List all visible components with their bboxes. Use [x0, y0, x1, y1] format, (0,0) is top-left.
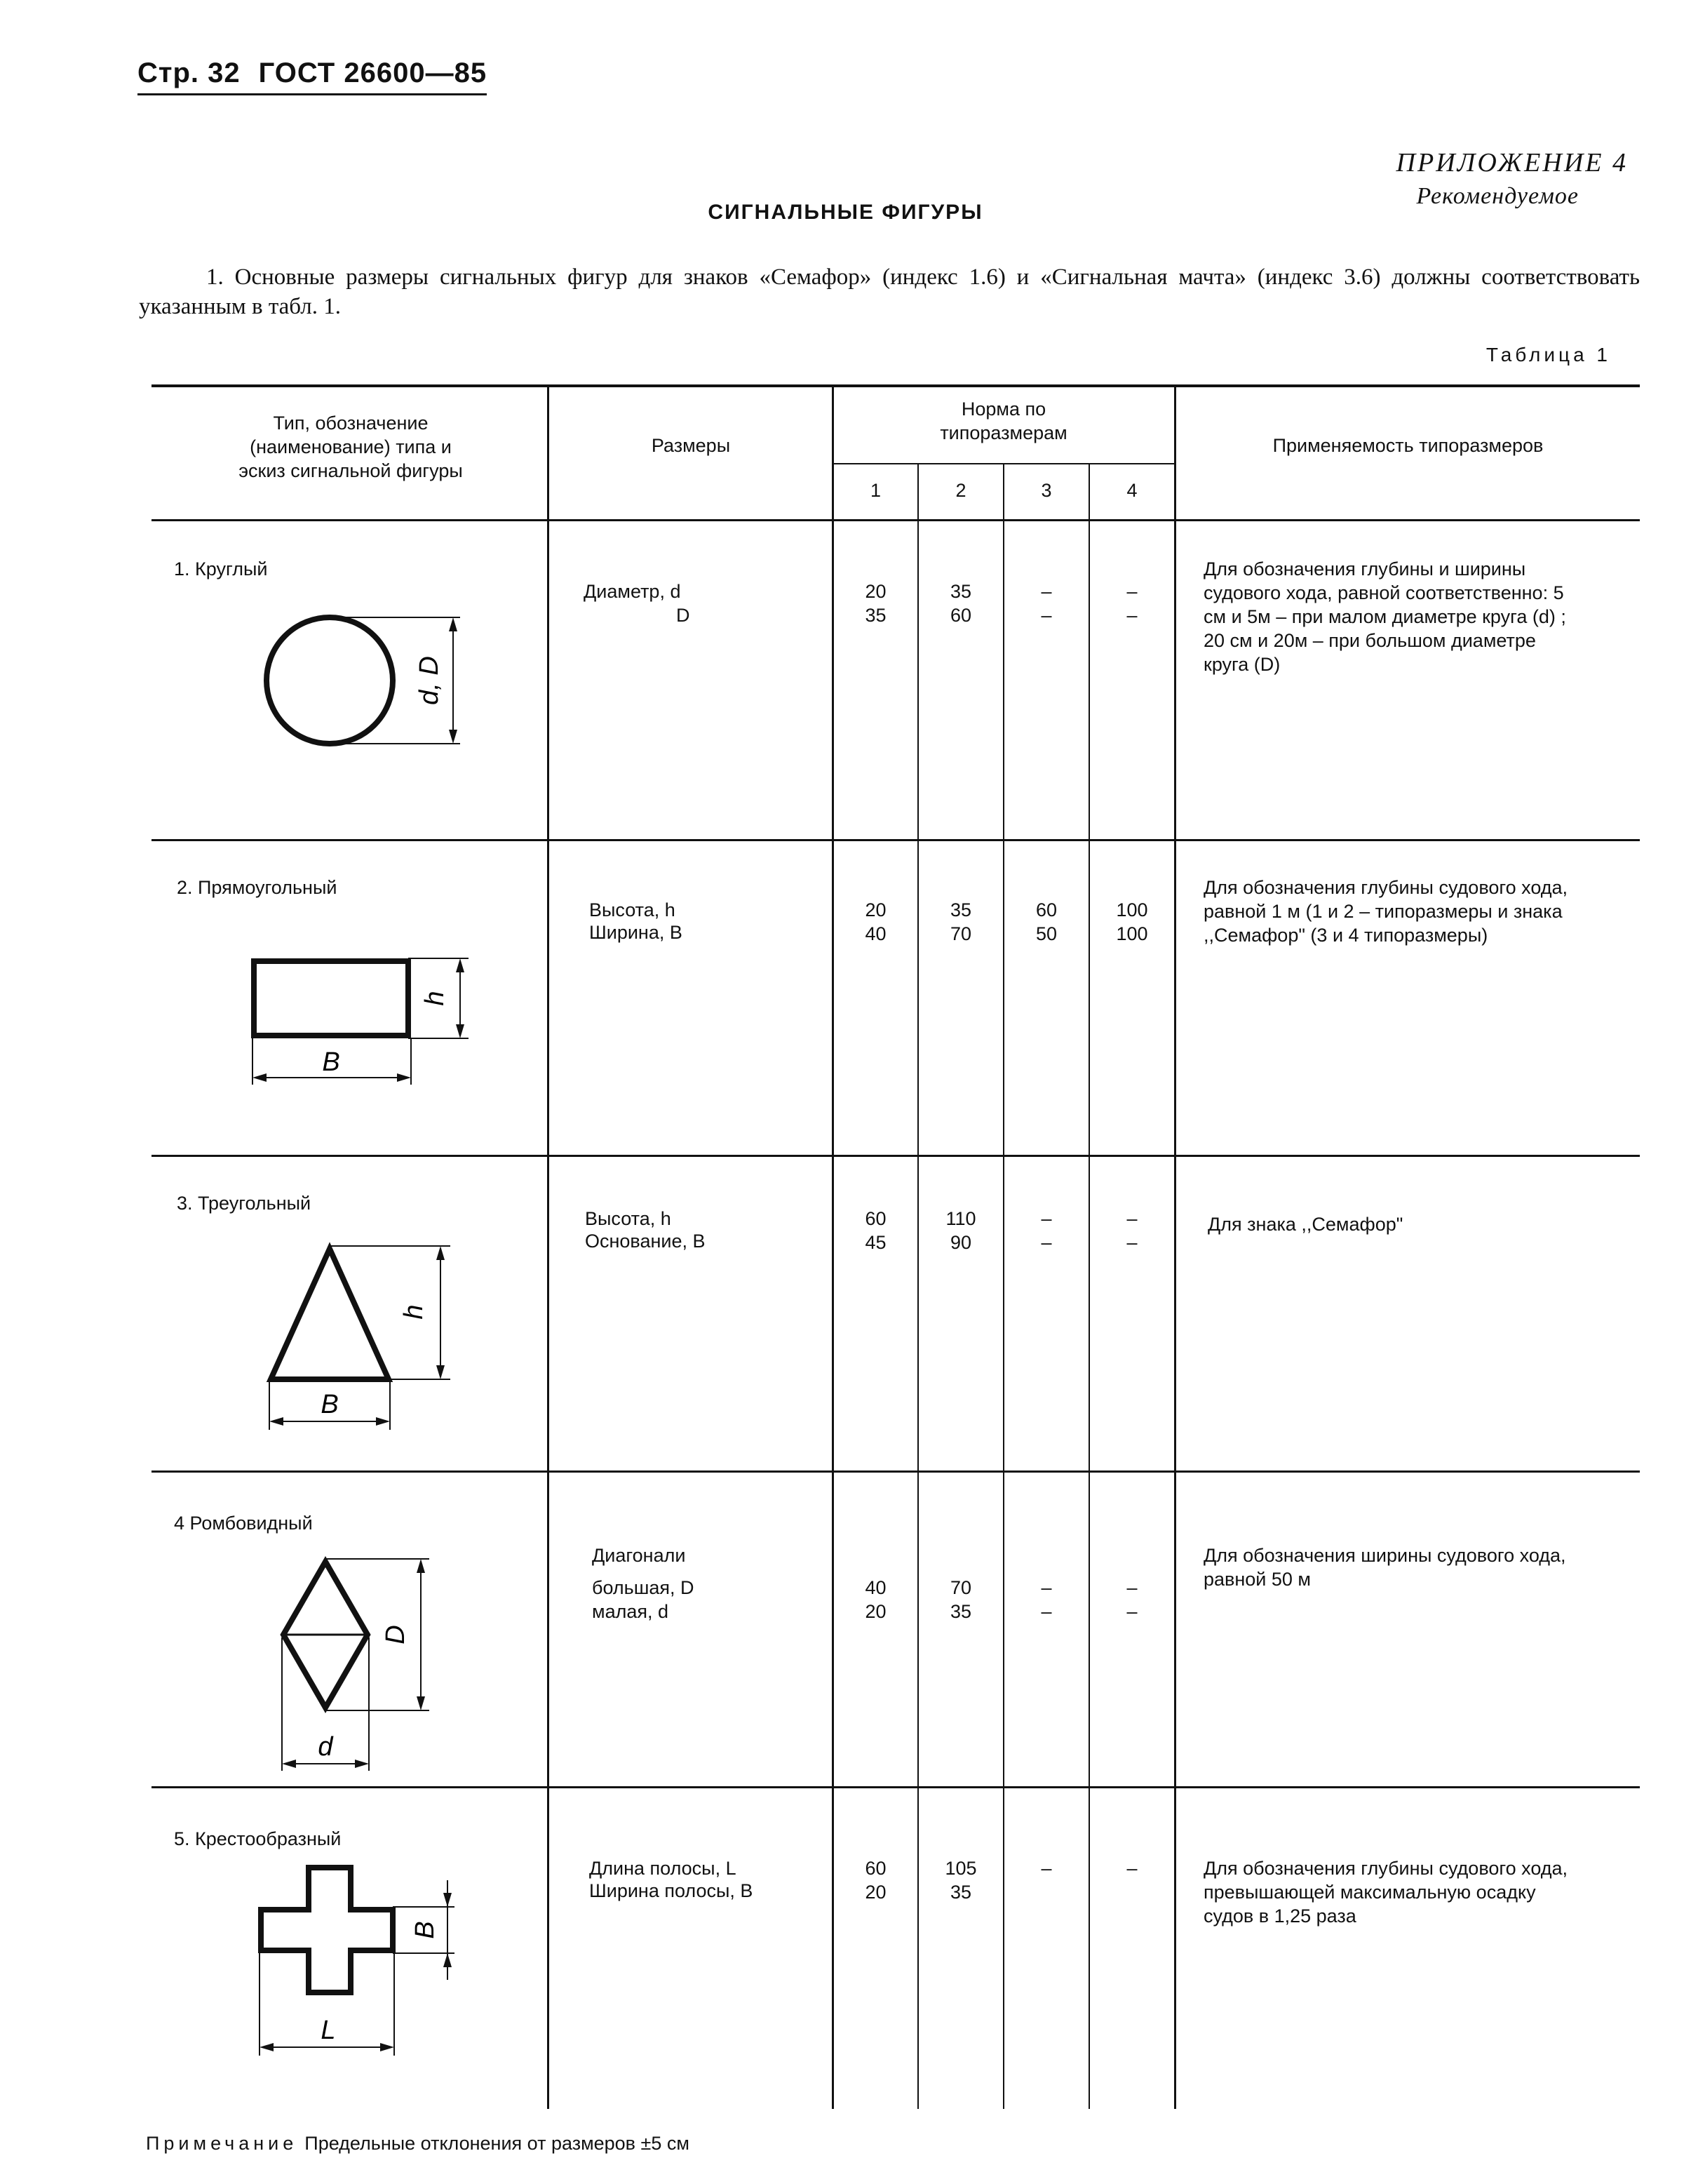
- note-label: Примечание: [146, 2133, 298, 2154]
- row-rhombus-v2: 70 35: [950, 1577, 972, 1622]
- circle-dim-label: d, D: [415, 656, 444, 705]
- circle-sketch: [252, 603, 477, 758]
- page-number: Стр. 32: [137, 58, 241, 88]
- row-divider: [151, 1786, 1640, 1788]
- triangle-sketch: [260, 1235, 470, 1438]
- row-rhombus-applicability: Для обозначения ширины судового хода, равной 50 м: [1204, 1545, 1566, 1590]
- header-sizes: Размеры: [651, 435, 731, 456]
- table-top-rule: [151, 384, 1640, 387]
- triangle-b-label: B: [321, 1390, 339, 1419]
- row-divider: [151, 839, 1640, 841]
- row-triangle-v4: – –: [1126, 1208, 1138, 1253]
- row-triangle-dim-2: Основание, B: [585, 1231, 706, 1252]
- section-title: СИГНАЛЬНЫЕ ФИГУРЫ: [708, 201, 983, 224]
- row-cross-v4: –: [1126, 1858, 1138, 1879]
- row-rectangle-dim-2: Ширина, B: [589, 922, 682, 943]
- rhombus-d-big-label: D: [381, 1625, 410, 1644]
- row-cross-v3: –: [1041, 1858, 1052, 1879]
- row-circle-v2: 35 60: [950, 581, 972, 626]
- header-norm-col-3: 3: [1041, 480, 1052, 501]
- header-norm-col-2: 2: [955, 480, 966, 501]
- col-divider: [1174, 384, 1176, 2109]
- row-rhombus-dims-title: Диагонали: [592, 1545, 686, 1566]
- rectangle-sketch: [245, 947, 477, 1094]
- note-text: Предельные отклонения от размеров ±5 см: [304, 2133, 689, 2154]
- rhombus-d-small-label: d: [318, 1732, 333, 1762]
- intro-paragraph: 1. Основные размеры сигнальных фигур для знаков «Семафор» (индекс 1.6) и «Сигнальная мачта» (индекс 3.6) должны соответствовать указанным в табл. 1.: [139, 264, 1640, 319]
- col-divider: [547, 384, 549, 2109]
- row-rectangle-v4: 100 100: [1116, 899, 1148, 944]
- row-rhombus-dim-1: большая, D: [592, 1577, 694, 1598]
- row-rhombus-name: 4 Ромбовидный: [174, 1513, 313, 1534]
- header-bottom-rule: [151, 519, 1640, 521]
- row-circle-dim-1: Диаметр, d: [584, 581, 681, 602]
- cross-l-label: L: [321, 2016, 336, 2045]
- cross-b-label: B: [410, 1921, 440, 1939]
- appendix-title: ПРИЛОЖЕНИЕ 4: [1396, 148, 1628, 177]
- row-cross-name: 5. Крестообразный: [174, 1828, 342, 1849]
- row-rectangle-applicability: Для обозначения глубины судового хода, равной 1 м (1 и 2 – типоразмеры и знака ,,Семафор" (3 и 4 типоразмеры): [1204, 877, 1568, 946]
- row-triangle-dim-1: Высота, h: [585, 1208, 671, 1229]
- row-circle-v4: – –: [1126, 581, 1138, 626]
- header-norm-col-1: 1: [870, 480, 882, 501]
- row-triangle-v1: 60 45: [865, 1208, 887, 1253]
- header-type: Тип, обозначение (наименование) типа и эскиз сигнальной фигуры: [238, 413, 463, 481]
- header-norm-col-4: 4: [1126, 480, 1138, 501]
- rhombus-sketch: [274, 1548, 442, 1779]
- appendix-status: Рекомендуемое: [1416, 183, 1579, 209]
- header-norm: Норма по типоразмерам: [940, 398, 1067, 443]
- row-circle-dim-2: D: [676, 605, 690, 626]
- row-rhombus-v4: – –: [1126, 1577, 1138, 1622]
- row-rectangle-v1: 20 40: [865, 899, 887, 944]
- rectangle-b-label: B: [322, 1047, 340, 1077]
- table-label: Таблица 1: [1485, 344, 1611, 366]
- row-rectangle-v2: 35 70: [950, 899, 972, 944]
- row-rhombus-v3: – –: [1041, 1577, 1052, 1622]
- row-triangle-v2: 110 90: [945, 1208, 976, 1253]
- row-triangle-name: 3. Треугольный: [177, 1193, 311, 1214]
- row-circle-name: 1. Круглый: [174, 558, 268, 580]
- row-rectangle-v3: 60 50: [1035, 899, 1058, 944]
- triangle-h-label: h: [399, 1304, 429, 1320]
- row-rectangle-dim-1: Высота, h: [589, 899, 675, 920]
- row-circle-applicability: Для обозначения глубины и ширины судового хода, равной соответственно: 5 см и 5м – при малом диаметре круга (d) ; 20 см и 20м – при большом диаметре круга (D): [1204, 558, 1566, 675]
- row-triangle-v3: – –: [1041, 1208, 1052, 1253]
- page-header: [137, 58, 487, 95]
- row-cross-dim-1: Длина полосы, L: [589, 1858, 736, 1879]
- row-rhombus-dim-2: малая, d: [592, 1601, 668, 1622]
- standard-number: ГОСТ 26600—85: [258, 58, 487, 88]
- row-cross-applicability: Для обозначения глубины судового хода, превышающей максимальную осадку судов в 1,25 раза: [1204, 1858, 1568, 1927]
- row-cross-dim-2: Ширина полосы, B: [589, 1880, 753, 1901]
- row-rhombus-v1: 40 20: [865, 1577, 887, 1622]
- row-cross-v1: 60 20: [865, 1858, 887, 1903]
- row-rectangle-name: 2. Прямоугольный: [177, 877, 337, 898]
- row-divider: [151, 1155, 1640, 1157]
- cross-sketch: [250, 1852, 467, 2063]
- row-divider: [151, 1470, 1640, 1473]
- row-circle-v1: 20 35: [865, 581, 887, 626]
- row-circle-v3: – –: [1041, 581, 1052, 626]
- rectangle-h-label: h: [420, 991, 450, 1006]
- row-triangle-applicability: Для знака ,,Семафор": [1208, 1214, 1403, 1235]
- row-cross-v2: 105 35: [945, 1858, 977, 1903]
- header-applicability: Применяемость типоразмеров: [1272, 435, 1544, 456]
- table-note: [146, 2133, 689, 2155]
